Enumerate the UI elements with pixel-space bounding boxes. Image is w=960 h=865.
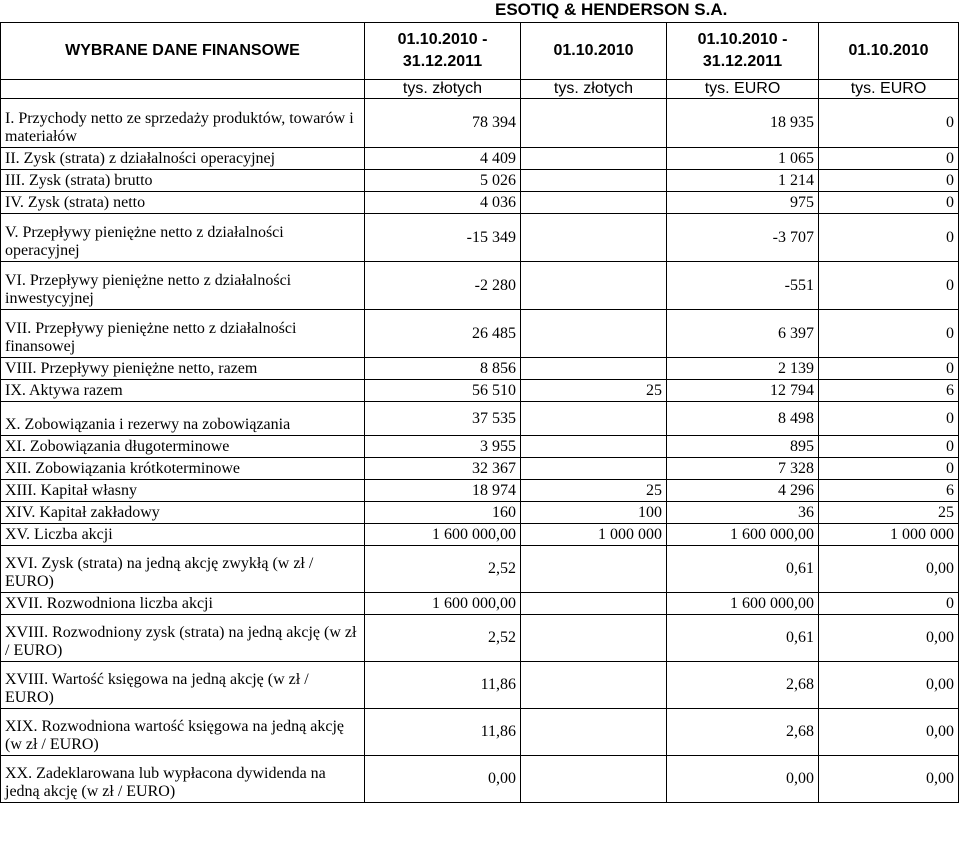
row-value: 8 856 [365, 358, 521, 380]
row-value: 0 [819, 358, 959, 380]
table-row [1, 436, 959, 458]
row-value [521, 662, 667, 709]
row-value [521, 593, 667, 615]
row-label: III. Zysk (strata) brutto [1, 170, 365, 192]
row-value: 6 397 [667, 310, 819, 358]
table-row [1, 192, 959, 214]
row-value: 100 [521, 502, 667, 524]
row-value: 0 [819, 436, 959, 458]
table-row [1, 358, 959, 380]
table-row [1, 662, 959, 709]
row-value [521, 192, 667, 214]
row-value: 0 [819, 262, 959, 310]
row-value [521, 615, 667, 662]
row-value [521, 358, 667, 380]
table-row [1, 480, 959, 502]
row-value: 0,00 [365, 756, 521, 803]
row-label: IX. Aktywa razem [1, 380, 365, 402]
row-label: XIII. Kapitał własny [1, 480, 365, 502]
row-value [521, 436, 667, 458]
row-value [521, 709, 667, 756]
row-value: 6 [819, 480, 959, 502]
row-value: 0 [819, 310, 959, 358]
row-value: 975 [667, 192, 819, 214]
row-value: 5 026 [365, 170, 521, 192]
row-value: -2 280 [365, 262, 521, 310]
row-label: I. Przychody netto ze sprzedaży produktów, towarów i materiałów [1, 99, 365, 148]
row-label: XI. Zobowiązania długoterminowe [1, 436, 365, 458]
financial-table [0, 22, 959, 803]
row-value: 78 394 [365, 99, 521, 148]
row-value: 0,00 [667, 756, 819, 803]
table-row [1, 709, 959, 756]
row-value: 2,52 [365, 546, 521, 593]
row-value [521, 262, 667, 310]
period-header: 01.10.2010 - 31.12.2011 [365, 23, 521, 80]
table-row [1, 310, 959, 358]
row-value: -15 349 [365, 214, 521, 262]
row-value: 26 485 [365, 310, 521, 358]
table-row [1, 170, 959, 192]
row-value: 2,68 [667, 662, 819, 709]
table-row [1, 380, 959, 402]
row-label: V. Przepływy pieniężne netto z działalności operacyjnej [1, 214, 365, 262]
table-row [1, 262, 959, 310]
row-value: 0 [819, 593, 959, 615]
table-row [1, 615, 959, 662]
table-row [1, 214, 959, 262]
row-value: 0 [819, 170, 959, 192]
row-value: 25 [521, 380, 667, 402]
row-value: 11,86 [365, 709, 521, 756]
row-value [521, 99, 667, 148]
row-value: 0 [819, 192, 959, 214]
row-value: 895 [667, 436, 819, 458]
row-value: 12 794 [667, 380, 819, 402]
period-header: 01.10.2010 [521, 23, 667, 80]
units-blank [1, 80, 365, 99]
row-value: 0 [819, 458, 959, 480]
table-row [1, 546, 959, 593]
row-label: VIII. Przepływy pieniężne netto, razem [1, 358, 365, 380]
row-value: 1 600 000,00 [365, 593, 521, 615]
row-value: 7 328 [667, 458, 819, 480]
row-value: 0,00 [819, 709, 959, 756]
row-label: XIV. Kapitał zakładowy [1, 502, 365, 524]
row-value: 1 600 000,00 [667, 593, 819, 615]
row-value: 25 [819, 502, 959, 524]
row-value: 0 [819, 148, 959, 170]
row-label: XVIII. Wartość księgowa na jedną akcję (w zł / EURO) [1, 662, 365, 709]
row-label: VI. Przepływy pieniężne netto z działalności inwestycyjnej [1, 262, 365, 310]
row-value: -3 707 [667, 214, 819, 262]
row-value: 2,68 [667, 709, 819, 756]
row-value: 6 [819, 380, 959, 402]
row-value: 1 000 000 [819, 524, 959, 546]
row-value: 8 498 [667, 402, 819, 436]
table-row [1, 402, 959, 436]
company-header [0, 0, 960, 22]
row-value [521, 170, 667, 192]
period-header: 01.10.2010 - 31.12.2011 [667, 23, 819, 80]
row-value: 32 367 [365, 458, 521, 480]
company-name: ESOTIQ & HENDERSON S.A. [495, 0, 728, 19]
row-value [521, 214, 667, 262]
row-value: 0 [819, 214, 959, 262]
row-value: 0 [819, 402, 959, 436]
row-value: 18 935 [667, 99, 819, 148]
row-value: 2 139 [667, 358, 819, 380]
row-value: 1 065 [667, 148, 819, 170]
row-value: 1 600 000,00 [365, 524, 521, 546]
table-row [1, 756, 959, 803]
table-row [1, 148, 959, 170]
row-value: 4 409 [365, 148, 521, 170]
row-value [521, 310, 667, 358]
row-label: XV. Liczba akcji [1, 524, 365, 546]
row-value: 0,00 [819, 615, 959, 662]
table-row [1, 458, 959, 480]
row-value: 0,00 [819, 546, 959, 593]
row-value: 3 955 [365, 436, 521, 458]
row-label: X. Zobowiązania i rezerwy na zobowiązania [1, 402, 365, 436]
row-label: XIX. Rozwodniona wartość księgowa na jedną akcję (w zł / EURO) [1, 709, 365, 756]
row-value: -551 [667, 262, 819, 310]
row-value: 56 510 [365, 380, 521, 402]
row-value: 4 296 [667, 480, 819, 502]
row-value: 4 036 [365, 192, 521, 214]
row-value: 0,00 [819, 662, 959, 709]
row-label: II. Zysk (strata) z działalności operacyjnej [1, 148, 365, 170]
row-value: 160 [365, 502, 521, 524]
row-value: 0 [819, 99, 959, 148]
period-header: 01.10.2010 [819, 23, 959, 80]
row-value: 0,61 [667, 615, 819, 662]
unit-header: tys. złotych [365, 80, 521, 99]
row-label: VII. Przepływy pieniężne netto z działalności finansowej [1, 310, 365, 358]
row-value: 0,61 [667, 546, 819, 593]
table-row [1, 502, 959, 524]
header-row [1, 23, 959, 80]
row-value: 1 600 000,00 [667, 524, 819, 546]
row-value [521, 148, 667, 170]
row-value: 18 974 [365, 480, 521, 502]
row-value: 2,52 [365, 615, 521, 662]
row-value: 11,86 [365, 662, 521, 709]
row-value [521, 546, 667, 593]
row-value: 1 000 000 [521, 524, 667, 546]
row-label: IV. Zysk (strata) netto [1, 192, 365, 214]
table-row [1, 593, 959, 615]
row-value [521, 756, 667, 803]
row-value [521, 458, 667, 480]
unit-header: tys. EURO [667, 80, 819, 99]
row-value: 1 214 [667, 170, 819, 192]
table-title: WYBRANE DANE FINANSOWE [1, 23, 365, 80]
table-row [1, 524, 959, 546]
row-label: XVI. Zysk (strata) na jedną akcję zwykłą (w zł / EURO) [1, 546, 365, 593]
row-value: 0,00 [819, 756, 959, 803]
row-value [521, 402, 667, 436]
row-label: XVII. Rozwodniona liczba akcji [1, 593, 365, 615]
row-value: 37 535 [365, 402, 521, 436]
row-label: XII. Zobowiązania krótkoterminowe [1, 458, 365, 480]
unit-header: tys. EURO [819, 80, 959, 99]
unit-header: tys. złotych [521, 80, 667, 99]
row-label: XVIII. Rozwodniony zysk (strata) na jedną akcję (w zł / EURO) [1, 615, 365, 662]
row-value: 36 [667, 502, 819, 524]
units-row [1, 80, 959, 99]
row-label: XX. Zadeklarowana lub wypłacona dywidenda na jedną akcję (w zł / EURO) [1, 756, 365, 803]
table-row [1, 99, 959, 148]
row-value: 25 [521, 480, 667, 502]
